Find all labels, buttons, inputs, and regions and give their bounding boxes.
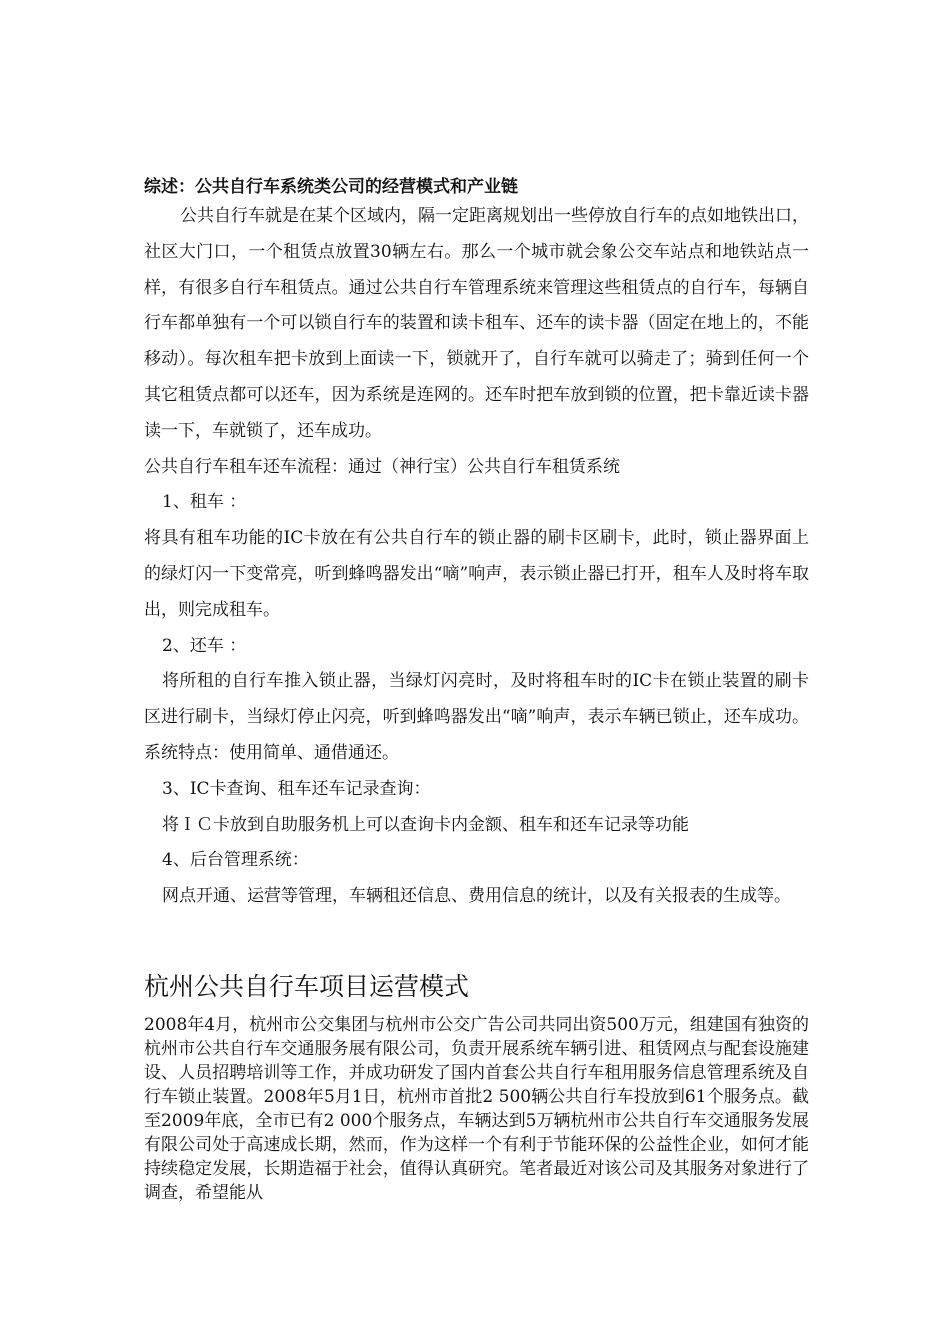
document-body [144, 199, 809, 915]
step3-text: 将ＩＣ卡放到自助服务机上可以查询卡内金额、租车和还车记录等功能 [162, 814, 689, 835]
hangzhou-paragraph: 2008年4月，杭州市公交集团与杭州市公交广告公司共同出资500万元，组建国有独资的杭州市公共自行车交通服务展有限公司，负责开展系统车辆引进、租赁网点与配套设施建设、人员招聘培训等工作，并成功研发了国内首套公共自行车租用服务信息管理系统及自行车锁止装置。2008年5月1日，杭州市首批2 500辆公共自行车投放到61个服务点。截至2009年底，全市已有2 000个服务点，车辆达到5万辆杭州市公共自行车交通服务发展有限公司处于高速成长期，然而，作为这样一个有利于节能环保的公益性企业，如何才能持续稳定发展，长期造福于社会，值得认真研究。笔者最近对该公司及其服务对象进行了调查，希望能从 [144, 1015, 809, 1203]
process-title: 公共自行车租车还车流程：通过（神行宝）公共自行车租赁系统 [144, 456, 620, 477]
hangzhou-heading: 杭州公共自行车项目运营模式 [144, 972, 470, 1001]
intro-paragraph: 公共自行车就是在某个区域内，隔一定距离规划出一些停放自行车的点如地铁出口，社区大门口，一个租赁点放置30辆左右。那么一个城市就会象公交车站点和地铁站点一样，有很多自行车租赁点。通过公共自行车管理系统来管理这些租赁点的自行车，每辆自行车都单独有一个可以锁自行车的装置和读卡租车、还车的读卡器（固定在地上的，不能移动）。每次租车把卡放到上面读一下，锁就开了，自行车就可以骑走了；骑到任何一个其它租赁点都可以还车，因为系统是连网的。还车时把车放到锁的位置，把卡靠近读卡器读一下，车就锁了，还车成功。 [144, 206, 809, 441]
step1-text: 将具有租车功能的IC卡放在有公共自行车的锁止器的刷卡区刷卡，此时，锁止器界面上的绿灯闪一下变常亮，听到蜂鸣器发出“嘀”响声，表示锁止器已打开，租车人及时将车取出，则完成租车。 [144, 528, 809, 620]
step2-text: 将所租的自行车推入锁止器，当绿灯闪亮时，及时将租车时的IC卡在锁止装置的刷卡区进行刷卡，当绿灯停止闪亮，听到蜂鸣器发出“嘀”响声，表示车辆已锁止，还车成功。系统特点：使用简单、通借通还。 [144, 671, 809, 763]
step1-heading: 1、租车 ： [162, 492, 247, 513]
step3-heading: 3、IC卡查询、租车还车记录查询： [162, 778, 431, 799]
document-title: 综述：公共自行车系统类公司的经营模式和产业链 [144, 177, 518, 197]
step4-heading: 4、后台管理系统： [162, 850, 309, 871]
step2-heading: 2、还车 ： [162, 635, 247, 656]
step4-text: 网点开通、运营等管理，车辆租还信息、费用信息的统计，以及有关报表的生成等。 [162, 886, 791, 907]
